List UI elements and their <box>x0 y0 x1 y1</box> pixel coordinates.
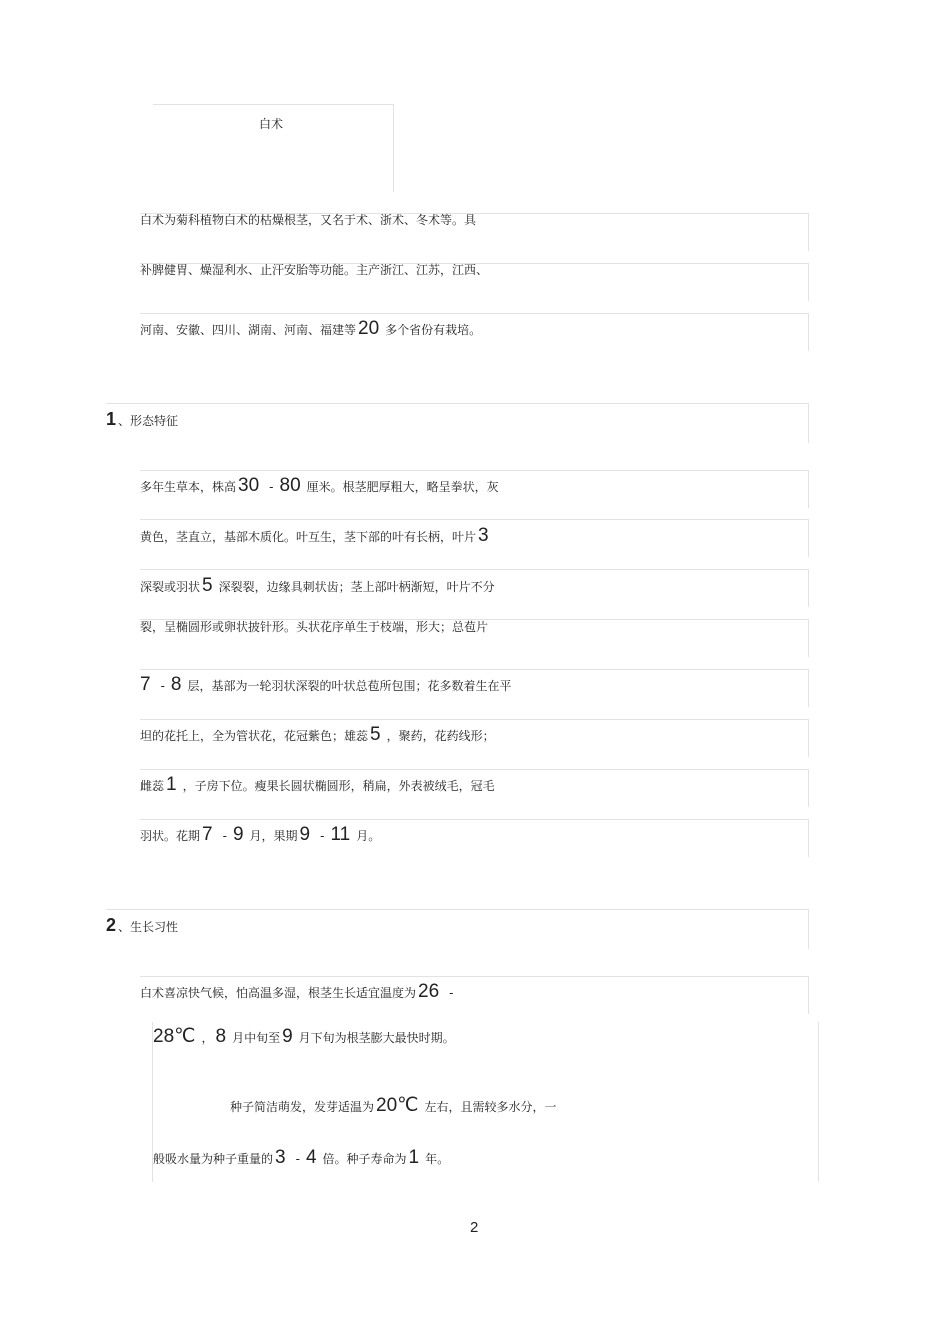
number: 9 <box>232 824 244 845</box>
intro-border-3r <box>808 313 809 351</box>
number: 28℃ <box>153 1026 196 1047</box>
number: 80 <box>279 475 301 496</box>
number: 11 <box>330 824 351 845</box>
s1-heading-border <box>106 403 809 404</box>
s1-line-1 <box>140 476 499 495</box>
text: ， <box>201 1031 214 1045</box>
s1-border-2r <box>808 519 809 557</box>
s1-line-4: 裂，呈椭圆形或卵状披针形。头状花序单生于枝端，形大；总苞片 <box>140 620 489 634</box>
intro-border-2r <box>808 263 809 301</box>
s1-border-2 <box>140 519 809 520</box>
number: 5 <box>202 575 213 596</box>
text: 月中旬至 <box>232 1031 281 1045</box>
intro-line-3 <box>140 319 481 338</box>
text: ，子房下位。瘦果长圆状椭圆形，稍扁，外表被绒毛，冠毛 <box>182 779 495 793</box>
text: 白术喜凉快气候，怕高温多湿，根茎生长适宜温度为 <box>140 986 417 1000</box>
text: 羽状。花期 <box>140 829 201 843</box>
number: 20℃ <box>376 1095 419 1116</box>
number: 9 <box>282 1026 293 1047</box>
number: 5 <box>370 724 381 745</box>
page-title: 白术 <box>259 117 284 131</box>
text: 深裂裂，边缘具刺状齿；茎上部叶柄渐短，叶片不分 <box>218 580 495 594</box>
title-cell-top-border <box>153 104 394 105</box>
s1-border-4r <box>808 619 809 657</box>
title-cell-right-border <box>393 104 394 192</box>
intro-line-2: 补脾健胃、燥湿利水、止汗安胎等功能。主产浙江、江苏，江西、 <box>140 263 489 277</box>
section-2-heading <box>106 916 178 934</box>
s2-border-1r <box>808 976 809 1014</box>
dash: - <box>222 829 227 843</box>
dash: - <box>269 480 274 494</box>
s1-border-5r <box>808 669 809 707</box>
dash: - <box>295 1152 300 1166</box>
text: 种子简洁萌发，发芽适温为 <box>230 1100 375 1114</box>
number: 8 <box>170 674 182 695</box>
s1-border-8r <box>808 819 809 857</box>
text: 月，果期 <box>249 829 298 843</box>
page-number: 2 <box>470 1219 479 1236</box>
s1-line-2 <box>140 526 495 545</box>
number: 7 <box>140 674 151 695</box>
s1-border-7r <box>808 769 809 807</box>
s2-line-4 <box>153 1148 449 1167</box>
section-title: 、生长习性 <box>118 920 179 934</box>
intro-border-1r <box>808 213 809 251</box>
text: 厘米。根茎肥厚粗大，略呈拳状，灰 <box>306 480 499 494</box>
text: 左右，且需较多水分，一 <box>424 1100 557 1114</box>
text: ，聚药，花药线形； <box>386 729 495 743</box>
s1-border-1r <box>808 470 809 508</box>
s2-heading-border <box>106 909 809 910</box>
section-title: 、形态特征 <box>118 414 179 428</box>
number: 26 <box>418 981 440 1002</box>
text: 坦的花托上，全为管状花，花冠紫色；雄蕊 <box>140 729 369 743</box>
s1-border-5 <box>140 669 809 670</box>
s1-line-7 <box>140 775 495 794</box>
text: 倍。种子寿命为 <box>322 1152 407 1166</box>
s1-border-1 <box>140 470 809 471</box>
s2-heading-border-r <box>808 909 809 949</box>
number: 3 <box>275 1147 286 1168</box>
s2-border-1 <box>140 976 809 977</box>
text: 年。 <box>425 1152 450 1166</box>
number: 4 <box>305 1147 317 1168</box>
text: 月。 <box>356 829 381 843</box>
number: 1 <box>408 1147 420 1168</box>
text: 河南、安徽、四川、湖南、河南、福建等 <box>140 323 357 337</box>
text: 层，基部为一轮羽状深裂的叶状总苞所包围；花多数着生在平 <box>187 679 512 693</box>
number: 8 <box>215 1026 227 1047</box>
text: 深裂或羽状 <box>140 580 201 594</box>
number: 3 <box>478 525 489 546</box>
text: 黄色，茎直立，基部木质化。叶互生，茎下部的叶有长柄，叶片 <box>140 530 477 544</box>
s2-line-3 <box>230 1096 557 1115</box>
text: 多个省份有栽培。 <box>385 323 482 337</box>
text: 雌蕊 <box>140 779 165 793</box>
text: 月下旬为根茎膨大最快时期。 <box>298 1031 455 1045</box>
number: 20 <box>358 318 380 339</box>
s2-line-1 <box>140 982 458 1001</box>
s1-border-8 <box>140 819 809 820</box>
s1-line-5 <box>140 675 512 694</box>
s1-line-8 <box>140 825 380 844</box>
section-number: 2 <box>106 915 117 935</box>
text: 多年生草本，株高 <box>140 480 237 494</box>
number: 7 <box>202 824 213 845</box>
intro-border-3 <box>140 313 809 314</box>
s2-box-right <box>818 1022 819 1182</box>
s1-border-7 <box>140 769 809 770</box>
s1-border-3 <box>140 569 809 570</box>
s1-border-6r <box>808 719 809 757</box>
number: 1 <box>166 774 177 795</box>
dash: - <box>449 986 454 1000</box>
number: 9 <box>299 824 311 845</box>
s2-line-2 <box>153 1027 455 1046</box>
s1-heading-border-r <box>808 403 809 443</box>
s1-line-3 <box>140 576 495 595</box>
s1-border-6 <box>140 719 809 720</box>
section-number: 1 <box>106 409 117 429</box>
section-1-heading <box>106 410 178 428</box>
number: 30 <box>238 475 260 496</box>
s1-line-6 <box>140 725 495 744</box>
text: 般吸水量为种子重量的 <box>153 1152 274 1166</box>
s1-border-3r <box>808 569 809 607</box>
intro-line-1: 白术为菊科植物白术的枯燥根茎，又名于术、浙术、冬术等。具 <box>140 213 477 227</box>
dash: - <box>160 679 165 693</box>
dash: - <box>320 829 325 843</box>
